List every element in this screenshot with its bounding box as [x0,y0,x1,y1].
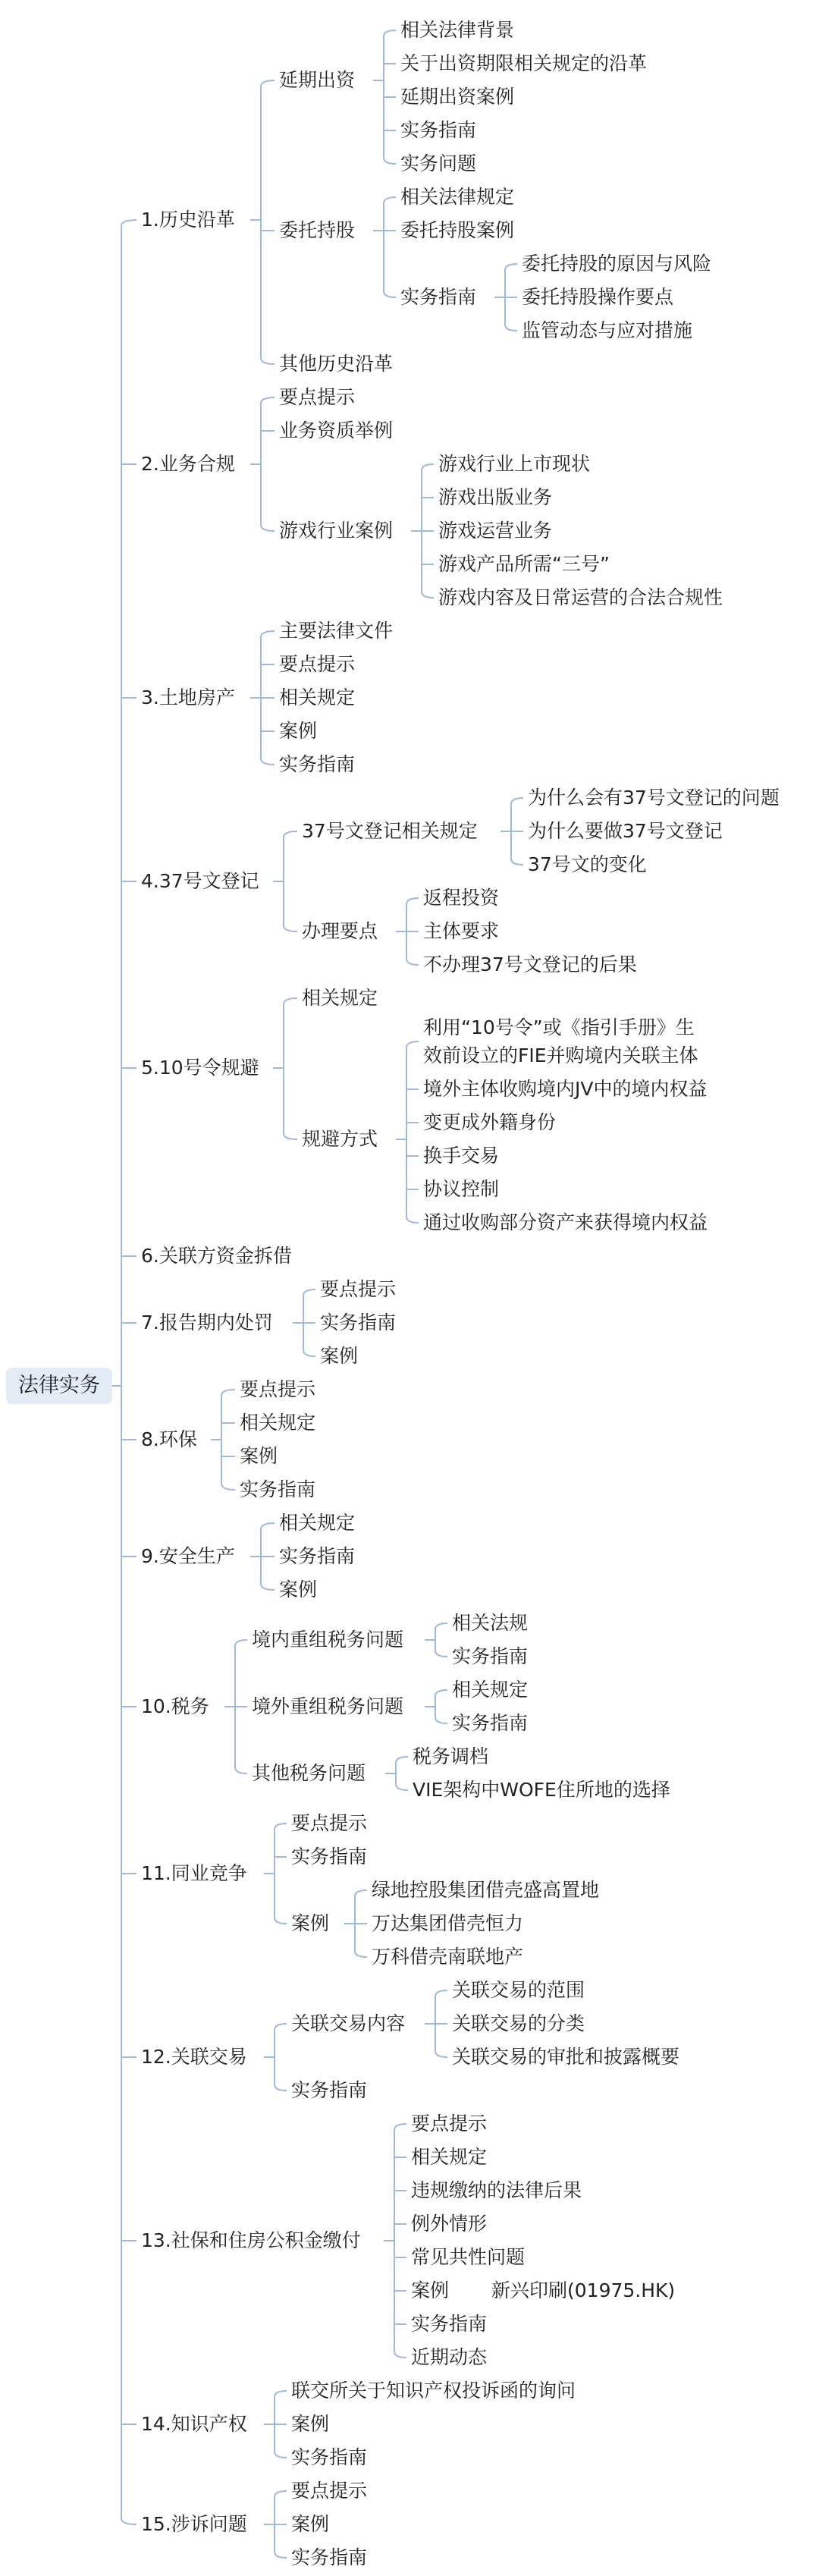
node-12-a-1[interactable]: 关联交易的范围 [452,1979,585,2001]
node-section-6[interactable]: 6.关联方资金拆借 [141,1245,292,1267]
node-11-b[interactable]: 实务指南 [291,1846,368,1868]
node-4-b-3[interactable]: 不办理37号文登记的后果 [423,953,637,975]
node-9-3[interactable]: 案例 [279,1579,318,1601]
node-4-b-1[interactable]: 返程投资 [423,887,500,909]
connector-bracket [264,2024,287,2091]
node-15-2[interactable]: 案例 [291,2513,330,2535]
node-13-3[interactable]: 违规缴纳的法律后果 [411,2179,582,2201]
node-1-a-4[interactable]: 实务指南 [400,119,477,141]
node-13-5[interactable]: 常见共性问题 [411,2246,526,2268]
connector-bracket [211,1390,235,1490]
node-1-c[interactable]: 其他历史沿革 [279,353,394,375]
node-14-3[interactable]: 实务指南 [291,2446,368,2468]
node-12-b[interactable]: 实务指南 [291,2079,368,2101]
node-1-a-5[interactable]: 实务问题 [400,152,477,174]
node-9-1[interactable]: 相关规定 [279,1512,356,1534]
node-4-b-2[interactable]: 主体要求 [423,920,500,942]
connector-bracket [373,30,396,164]
node-1-b[interactable]: 委托持股 [279,219,356,241]
node-8-1[interactable]: 要点提示 [240,1378,316,1400]
node-2-c-4[interactable]: 游戏产品所需“三号” [438,553,610,575]
node-1-a[interactable]: 延期出资 [279,69,356,91]
node-3-4[interactable]: 案例 [279,720,318,742]
connector-bracket [425,1990,447,2057]
node-2-c-1[interactable]: 游戏行业上市现状 [438,453,591,475]
node-1-b-g-3[interactable]: 监管动态与应对措施 [522,319,693,341]
node-5-b-6[interactable]: 通过收购部分资产来获得境内权益 [423,1211,708,1233]
connector-bracket [385,1757,408,1790]
node-section-14[interactable]: 14.知识产权 [141,2413,247,2435]
node-section-10[interactable]: 10.税务 [141,1695,209,1717]
connector-bracket [425,1623,447,1657]
node-10-c[interactable]: 其他税务问题 [252,1762,366,1784]
node-5-b-4[interactable]: 换手交易 [423,1145,500,1167]
node-11-c-2[interactable]: 万达集团借壳恒力 [372,1912,524,1934]
node-10-c-2[interactable]: VIE架构中WOFE住所地的选择 [413,1779,670,1801]
connector-bracket [344,1890,367,1957]
connector-bracket [250,631,275,765]
node-14-2[interactable]: 案例 [291,2413,330,2435]
node-5-b-2[interactable]: 境外主体收购境内JV中的境内权益 [423,1078,708,1100]
node-10-a-1[interactable]: 相关法规 [452,1612,529,1634]
node-7-2[interactable]: 实务指南 [320,1312,397,1334]
node-4-a-2[interactable]: 为什么要做37号文登记 [528,820,723,842]
connector-bracket [500,798,523,865]
node-10-a-2[interactable]: 实务指南 [452,1645,529,1667]
node-7-3[interactable]: 案例 [320,1345,359,1367]
node-5-b-1-line1[interactable]: 利用“10号令”或《指引手册》生 [423,1016,695,1038]
node-2-c-5[interactable]: 游戏内容及日常运营的合法合规性 [438,586,723,608]
node-2-c[interactable]: 游戏行业案例 [279,520,394,542]
node-section-13[interactable]: 13.社保和住房公积金缴付 [141,2229,361,2251]
node-15-1[interactable]: 要点提示 [291,2480,368,2502]
node-1-b-g-1[interactable]: 委托持股的原因与风险 [522,253,712,275]
connector-bracket [425,1690,447,1723]
connector-bracket [224,1640,247,1773]
node-3-1[interactable]: 主要法律文件 [279,620,394,642]
node-4-a-1[interactable]: 为什么会有37号文登记的问题 [528,787,780,809]
node-1-b-g-2[interactable]: 委托持股操作要点 [522,286,674,308]
node-section-2[interactable]: 2.业务合规 [141,453,235,475]
node-8-3[interactable]: 案例 [240,1445,278,1467]
connector-bracket [396,1041,419,1223]
connector-bracket [264,1824,287,1924]
node-5-b-1-line2[interactable]: 效前设立的FIE并购境内关联主体 [423,1045,698,1067]
node-2-b[interactable]: 业务资质举例 [279,419,394,441]
node-3-3[interactable]: 相关规定 [279,686,356,708]
node-section-15[interactable]: 15.涉诉问题 [141,2513,247,2535]
node-section-5[interactable]: 5.10号令规避 [141,1057,259,1079]
node-10-b-2[interactable]: 实务指南 [452,1712,529,1734]
node-section-3[interactable]: 3.土地房产 [141,686,235,708]
node-12-a[interactable]: 关联交易内容 [291,2012,406,2034]
node-12-a-2[interactable]: 关联交易的分类 [452,2012,585,2034]
node-13-6[interactable]: 案例 [411,2279,450,2301]
connector-bracket [111,220,136,2524]
node-10-b[interactable]: 境外重组税务问题 [252,1695,404,1717]
node-13-2[interactable]: 相关规定 [411,2146,488,2168]
node-5-b-5[interactable]: 协议控制 [423,1178,500,1200]
node-5-b-3[interactable]: 变更成外籍身份 [423,1111,557,1133]
connector-bracket [396,898,419,965]
node-14-1[interactable]: 联交所关于知识产权投诉函的询问 [291,2380,576,2402]
node-1-a-3[interactable]: 延期出资案例 [400,86,515,108]
node-13-4[interactable]: 例外情形 [411,2213,488,2235]
node-10-c-1[interactable]: 税务调档 [413,1745,489,1767]
node-11-c-1[interactable]: 绿地控股集团借壳盛高置地 [372,1879,600,1901]
node-13-7[interactable]: 实务指南 [411,2313,488,2335]
node-1-a-2[interactable]: 关于出资期限相关规定的沿革 [400,52,648,74]
node-13-1[interactable]: 要点提示 [411,2113,488,2135]
node-1-b-2[interactable]: 委托持股案例 [400,219,515,241]
connector-bracket [293,1290,315,1356]
connector-bracket [384,2124,406,2358]
node-10-a[interactable]: 境内重组税务问题 [252,1629,404,1651]
connector-bracket [273,998,297,1139]
connector-bracket [250,1523,275,1590]
connector-bracket [373,197,396,297]
connector-bracket [264,2391,287,2458]
node-1-b-1[interactable]: 相关法律规定 [400,186,515,208]
node-4-a[interactable]: 37号文登记相关规定 [302,820,478,842]
node-1-a-1[interactable]: 相关法律背景 [400,19,515,41]
node-7-1[interactable]: 要点提示 [320,1278,397,1300]
node-8-4[interactable]: 实务指南 [240,1478,316,1500]
node-section-8[interactable]: 8.环保 [141,1428,197,1450]
connector-bracket [250,397,275,531]
connector-bracket [273,831,297,931]
node-4-b[interactable]: 办理要点 [302,920,378,942]
node-section-7[interactable]: 7.报告期内处罚 [141,1312,273,1334]
node-3-2[interactable]: 要点提示 [279,653,356,675]
node-15-3[interactable]: 实务指南 [291,2546,368,2568]
node-section-11[interactable]: 11.同业竞争 [141,1862,247,1884]
node-2-c-3[interactable]: 游戏运营业务 [438,520,553,542]
connector-bracket [264,2491,287,2558]
node-11-c-3[interactable]: 万科借壳南联地产 [372,1946,524,1968]
node-12-a-3[interactable]: 关联交易的审批和披露概要 [452,2046,680,2068]
node-2-c-2[interactable]: 游戏出版业务 [438,486,553,508]
node-11-a[interactable]: 要点提示 [291,1812,368,1834]
node-13-6-1[interactable]: 新兴印刷(01975.HK) [491,2279,676,2301]
node-section-1[interactable]: 1.历史沿革 [141,209,235,231]
node-11-c[interactable]: 案例 [291,1912,330,1934]
node-8-2[interactable]: 相关规定 [240,1412,316,1434]
node-section-9[interactable]: 9.安全生产 [141,1545,235,1567]
node-section-12[interactable]: 12.关联交易 [141,2046,247,2068]
connector-bracket [411,464,434,598]
node-3-5[interactable]: 实务指南 [279,753,356,775]
node-5-b[interactable]: 规避方式 [302,1128,378,1150]
node-1-b-g[interactable]: 实务指南 [400,286,477,308]
node-5-a[interactable]: 相关规定 [302,987,378,1009]
node-10-b-1[interactable]: 相关规定 [452,1679,529,1701]
node-9-2[interactable]: 实务指南 [279,1545,356,1567]
connector-bracket [494,264,517,331]
node-2-a[interactable]: 要点提示 [279,386,356,408]
connector-bracket [250,80,275,364]
node-4-a-3[interactable]: 37号文的变化 [528,853,647,875]
node-13-8[interactable]: 近期动态 [411,2346,488,2368]
root-node[interactable]: 法律实务 [6,1368,112,1404]
node-section-4[interactable]: 4.37号文登记 [141,870,259,892]
